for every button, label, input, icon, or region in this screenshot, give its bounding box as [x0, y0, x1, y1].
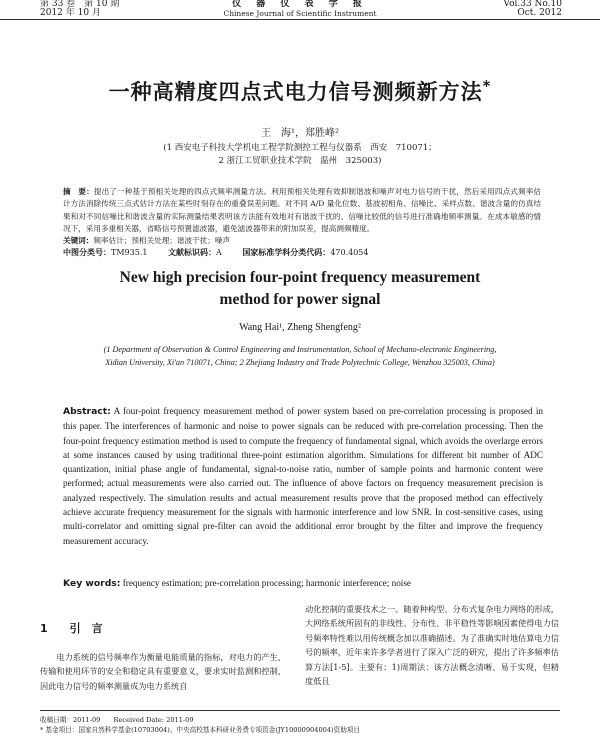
affiliation-cn-line: 2 浙江工贸职业技术学院 温州 325003)	[218, 156, 382, 166]
journal-name-cn: 仪 器 仪 表 学 报	[232, 0, 368, 9]
abstract-en-text: A four-point frequency measurement method of power system based on pre-correlation processing is proposed in this paper. The interferences of harmonic and noise to power signals can be reduced with pre-correlation processing. Then the four-point frequency estimation method is used to compute the frequency of fundamental signal, which avoids the overlarge errors at some instances caused by using traditional three-point estimation algorithm. Simulations for different bit number of ADC quantization, initial phase angle of fundamental, signal-to-noise ratio, number of sample points and harmonic content were performed; actual measurements were also carried out. The influence of above factors on frequency measurement precision is analyzed respectively. The simulation results and actual measurement results prove that the proposed method can effectively achieve accurate frequency measurement for the signals with harmonic interference and low SNR. In cost-sensitive cases, using multi-correlator and omitting signal pre-filter can avoid the additional error brought by the filter and improve the frequency measurement accuracy.	[63, 406, 543, 546]
keywords-cn-label: 关键词：	[63, 236, 94, 246]
subject-code-value: 470.4054	[330, 248, 369, 257]
abstract-en-label: Abstract:	[63, 406, 111, 417]
right-column	[305, 602, 559, 688]
intro-paragraph-continued: 动化控制的重要技术之一。随着种构型、分布式复杂电力网络的形成，大网络系统所固有的非线性、分布性、非平稳性等影响因素使得电力信号频率特性难以用传统概念加以准确描述。为了准确实时地估算电力信号的频率，近年来许多学者进行了深入广泛的研究，提出了许多频率估算方法[1-5]。主要有：1)周期法：该方法概念清晰、易于实现，但精度低且	[305, 604, 559, 687]
subject-code-label: 国家标准学科分类代码：	[242, 248, 331, 257]
title-cn-text: 一种高精度四点式电力信号测频新方法	[108, 80, 483, 104]
title-en-line: New high precision four-point frequency measurement	[119, 269, 481, 286]
footnotes	[40, 710, 560, 735]
section-title: 引 言	[69, 622, 103, 635]
received-date: 收稿日期：2011-09 Received Date: 2011-09	[40, 716, 194, 724]
title-en-line: method for power signal	[219, 291, 381, 308]
abstract-en	[63, 404, 543, 548]
issue-info-en	[503, 0, 562, 18]
intro-paragraph: 电力系统的信号频率作为衡量电能质量的指标，对电力的产生、传输和使用环节的安全和稳定具有重要意义，要求实时监测和控制，因此电力信号的频率测量成为电力系统自	[40, 652, 286, 691]
doc-code-value: A	[215, 248, 222, 257]
journal-name-en: Chinese Journal of Scientific Instrument	[223, 9, 377, 18]
clc-label: 中图分类号：	[63, 248, 111, 257]
affiliation-en-line: Xidian University, Xi'an 710071, China; 2 Zhejiang Industry and Trade Polytechnic College, Wenzhou 325003, China)	[105, 358, 495, 367]
section-number: 1	[40, 622, 48, 635]
keywords-en-label: Key words:	[63, 578, 121, 589]
abstract-cn-label: 摘 要：	[63, 187, 94, 196]
left-column	[40, 620, 286, 693]
keywords-en	[63, 577, 543, 590]
abstract-cn-text: 提出了一种基于预相关处理的四点式频率测量方法。利用预相关处理有效抑制谐波和噪声对电力信号的干扰，然后采用四点式频率估计方法消除传统三点式估计方法在某些时刻存在的重叠误差问题。对不同 A/D 量化位数、基波初相角、信噪比、采样点数、谐波含量的仿真结果和对不同信噪比和谐波含量的实际测量结果表明该方法能有效地对有谐波干扰的、信噪比较低的信号进行准确地频率测量。在成本敏感的情况下，采用多重相关器，省略信号预置滤波器，避免滤波器带来的附加误差，提高测频精度。	[63, 187, 542, 233]
classification-line	[63, 247, 541, 259]
abstract-cn	[63, 186, 541, 247]
title-footnote-mark: *	[482, 78, 492, 95]
authors-cn: 王 海¹，郑胜峰²	[260, 128, 340, 139]
keywords-cn-text: 频率估计；预相关处理；谐波干扰；噪声	[93, 236, 231, 246]
doc-code-label: 文献标识码：	[167, 248, 216, 257]
keywords-en-text: frequency estimation; pre-correlation processing; harmonic interference; noise	[122, 578, 412, 588]
fund-note: * 基金项目：国家自然科学基金(10703004)、中央高校基本科研业务费专项资金(JY10000904004)资助项目	[40, 726, 360, 734]
affiliation-en-line: (1 Department of Observation & Control Engineering and Instrumentation, School of Mechano-electronic Engineering,	[103, 345, 497, 354]
volume-en: Vol.33 No.10	[503, 0, 562, 9]
clc-value: TM935.1	[111, 248, 148, 257]
paper-title-en	[0, 267, 600, 311]
section-heading	[40, 620, 286, 636]
volume-cn: 第 33 卷 第 10 期	[40, 0, 120, 9]
affiliation-cn-line: (1 西安电子科技大学机电工程学院测控工程与仪器系 西安 710071；	[163, 143, 437, 153]
date-en: Oct. 2012	[517, 8, 562, 18]
authors-en: Wang Hai¹, Zheng Shengfeng²	[239, 322, 361, 333]
affiliation-cn	[0, 142, 600, 168]
paper-title-cn	[0, 76, 600, 106]
affiliation-en	[50, 343, 550, 369]
running-head	[0, 0, 600, 20]
date-cn: 2012 年 10 月	[40, 8, 101, 18]
